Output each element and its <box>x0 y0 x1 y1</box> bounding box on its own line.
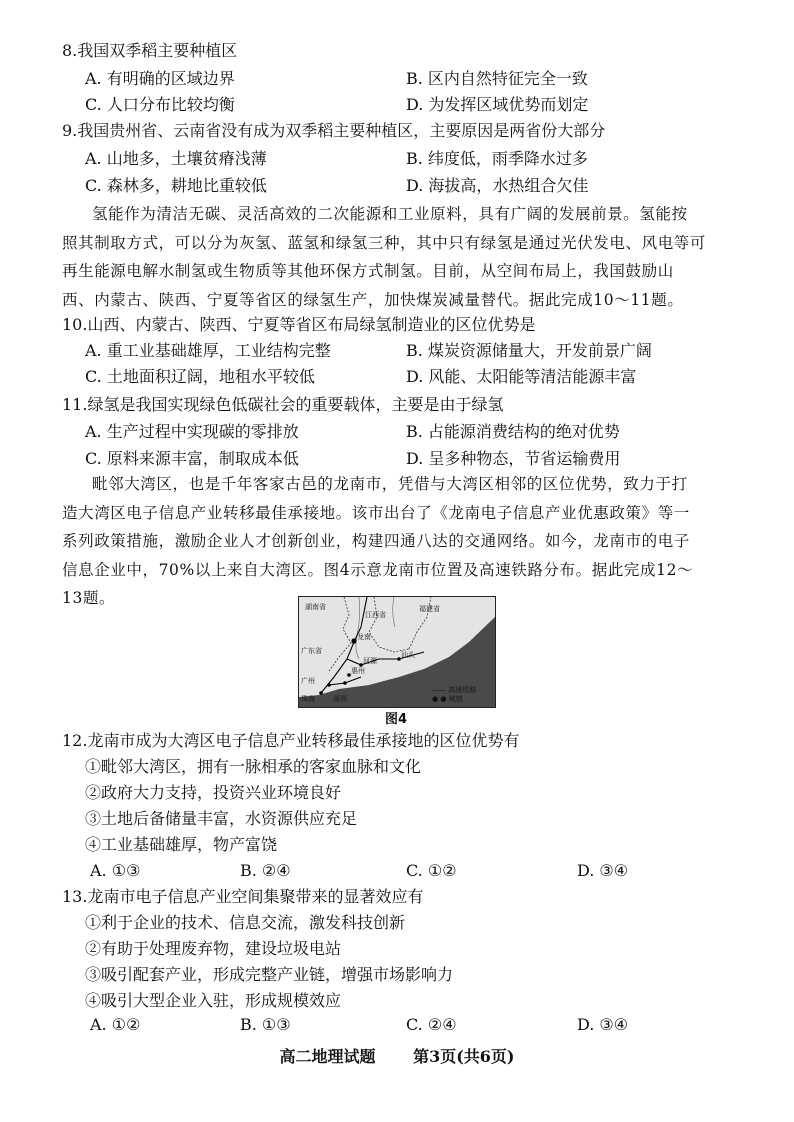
q11-option-c: C. 原料来源丰富，制取成本低 <box>85 449 299 468</box>
question-9-stem: 9.我国贵州省、云南省没有成为双季稻主要种植区，主要原因是两省份大部分 <box>62 121 606 140</box>
page-footer <box>0 1044 794 1067</box>
legend-rail: —— 高速铁路 <box>432 686 477 694</box>
legend-town: ● ● 城镇 <box>432 695 463 703</box>
label-shantou: 汕头 <box>401 651 415 659</box>
footer-subject: 高二地理试题 <box>279 1047 376 1066</box>
passage-line: 毗邻大湾区，也是千年客家古邑的龙南市，凭借与大湾区相邻的区位优势，致力于打 <box>92 475 688 493</box>
q8-option-b: B. 区内自然特征完全一致 <box>406 69 588 88</box>
label-shenzhen: 深圳 <box>333 695 347 703</box>
q8-option-d: D. 为发挥区域优势而划定 <box>406 95 589 114</box>
passage-hydrogen <box>62 200 746 314</box>
label-zhuhai: 珠海 <box>301 695 315 703</box>
q9-option-c: C. 森林多，耕地比重较低 <box>85 176 267 195</box>
q13-option-d: D. ③④ <box>577 1015 629 1034</box>
q12-option-d: D. ③④ <box>577 861 629 880</box>
q8-option-a: A. 有明确的区域边界 <box>85 69 235 88</box>
q12-option-c: C. ①② <box>406 861 457 880</box>
q11-option-d: D. 呈多种物态，节省运输费用 <box>406 449 621 468</box>
town-shenzhen <box>343 681 347 685</box>
label-huizhou: 惠州 <box>351 667 365 675</box>
q10-option-d: D. 风能、太阳能等清洁能源丰富 <box>406 367 637 386</box>
passage-longnan <box>62 470 746 613</box>
town-zhuhai <box>319 691 323 695</box>
label-longnan: 龙南 <box>357 633 371 641</box>
q10-option-c: C. 土地面积辽阔，地租水平较低 <box>85 367 315 386</box>
label-guangzhou: 广州 <box>301 677 315 685</box>
passage-line: 西、内蒙古、陕西、宁夏等省区的绿氢生产，加快煤炭减量替代。据此完成10～11题。 <box>62 290 684 309</box>
q12-option-a: A. ①③ <box>90 861 141 880</box>
passage-line: 造大湾区电子信息产业转移最佳承接地。该市出台了《龙南电子信息产业优惠政策》等一 <box>62 503 690 522</box>
map-legend <box>432 686 476 704</box>
passage-line: 系列政策措施，激励企业人才创新创业，构建四通八达的交通网络。如今，龙南市的电子 <box>62 532 690 550</box>
passage-line: 13题。 <box>62 589 116 607</box>
q13-item: ③吸引配套产业，形成完整产业链，增强市场影响力 <box>85 965 454 984</box>
q8-option-c: C. 人口分布比较均衡 <box>85 95 235 114</box>
q12-item: ②政府大力支持，投资兴业环境良好 <box>85 783 342 802</box>
question-13-stem: 13.龙南市电子信息产业空间集聚带来的显著效应有 <box>62 887 424 906</box>
town-longnan <box>351 638 356 643</box>
q12-item: ①毗邻大湾区，拥有一脉相承的客家血脉和文化 <box>85 757 422 776</box>
q9-option-d: D. 海拔高，水热组合欠佳 <box>406 176 589 195</box>
figure-caption: 图4 <box>385 712 408 727</box>
q13-option-c: C. ②④ <box>406 1015 457 1034</box>
question-12-stem: 12.龙南市成为大湾区电子信息产业转移最佳承接地的区位优势有 <box>62 731 520 750</box>
question-8-stem: 8.我国双季稻主要种植区 <box>62 41 238 60</box>
label-heyuan: 河源 <box>363 657 377 665</box>
q10-option-b: B. 煤炭资源储量大，开发前景广阔 <box>406 341 652 360</box>
question-10-stem: 10.山西、内蒙古、陕西、宁夏等省区布局绿氢制造业的区位优势是 <box>62 315 536 334</box>
q12-item: ④工业基础雄厚，物产富饶 <box>85 835 278 854</box>
q9-option-b: B. 纬度低，雨季降水过多 <box>406 149 588 168</box>
label-fujian: 福建省 <box>419 605 440 613</box>
q12-item: ③土地后备储量丰富，水资源供应充足 <box>85 809 358 828</box>
passage-line: 信息企业中，70%以上来自大湾区。图4示意龙南市位置及高速铁路分布。据此完成12～ <box>62 560 694 579</box>
label-guangdong: 广东省 <box>301 647 322 655</box>
footer-page-number: 第3页(共6页) <box>413 1047 515 1066</box>
town-guangzhou <box>327 683 331 687</box>
passage-line: 氢能作为清洁无碳、灵活高效的二次能源和工业原料，具有广阔的发展前景。氢能按 <box>92 205 688 223</box>
q12-option-b: B. ②④ <box>240 861 291 880</box>
q13-option-b: B. ①③ <box>240 1015 291 1034</box>
q10-option-a: A. 重工业基础雄厚，工业结构完整 <box>85 341 331 360</box>
label-hunan: 湖南省 <box>305 603 326 611</box>
q11-option-b: B. 占能源消费结构的绝对优势 <box>406 422 620 441</box>
passage-line: 照其制取方式，可以分为灰氢、蓝氢和绿氢三种，其中只有绿氢是通过光伏发电、风电等可 <box>62 233 707 252</box>
q13-item: ①利于企业的技术、信息交流，激发科技创新 <box>85 913 406 932</box>
passage-line: 再生能源电解水制氢或生物质等其他环保方式制氢。目前，从空间布局上，我国鼓励山 <box>62 262 674 280</box>
label-jiangxi: 江西省 <box>365 611 386 619</box>
q13-item: ④吸引大型企业入驻，形成规模效应 <box>85 991 342 1010</box>
q9-option-a: A. 山地多，土壤贫瘠浅薄 <box>85 149 267 168</box>
question-11-stem: 11.绿氢是我国实现绿色低碳社会的重要载体，主要是由于绿氢 <box>62 395 504 414</box>
q13-option-a: A. ①② <box>90 1015 141 1034</box>
q11-option-a: A. 生产过程中实现碳的零排放 <box>85 422 299 441</box>
q13-item: ②有助于处理废弃物，建设垃圾电站 <box>85 939 342 958</box>
